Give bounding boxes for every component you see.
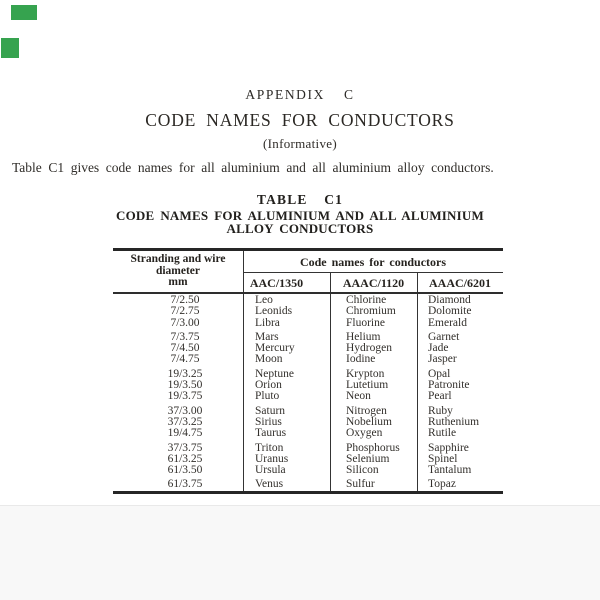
cell-aaac-1120: Hydrogen [346, 342, 392, 355]
cell-stranding-diameter: 7/3.00 [170, 316, 200, 329]
column-subheaders [243, 276, 503, 291]
cell-aac-1350: Venus [255, 478, 284, 491]
cell-aaac-1120: Nobelium [346, 415, 392, 428]
cell-aaac-1120: Chromium [346, 305, 396, 318]
row-group [113, 295, 503, 329]
cell-stranding-diameter: 7/4.50 [170, 342, 200, 355]
page-subtitle: (Informative) [263, 136, 337, 151]
cell-stranding-diameter: 19/3.25 [167, 367, 203, 380]
column-header-aaac-6201: AAAC/6201 [429, 276, 491, 290]
row-group [113, 443, 503, 477]
cell-aaac-6201: Topaz [428, 478, 456, 491]
cell-aaac-1120: Krypton [346, 367, 385, 380]
cell-stranding-diameter: 19/4.75 [167, 427, 203, 440]
page-title: CODE NAMES FOR CONDUCTORS [145, 110, 455, 130]
scan-artifact-mark [1, 38, 19, 58]
cell-aaac-6201: Ruby [428, 404, 453, 417]
table-row [113, 465, 503, 476]
cell-aaac-1120: Lutetium [346, 379, 389, 392]
cell-stranding-diameter: 7/3.75 [170, 330, 200, 343]
column-header-line: mm [168, 276, 188, 288]
cell-aac-1350: Neptune [255, 367, 294, 380]
table-row [113, 428, 503, 439]
row-group [113, 479, 503, 490]
cell-aac-1350: Mars [255, 330, 279, 343]
table-title-line1: CODE NAMES FOR ALUMINIUM AND ALL ALUMINIUM [116, 208, 484, 223]
header-divider [243, 272, 503, 273]
cell-aaac-6201: Dolomite [428, 305, 472, 318]
cell-aac-1350: Sirius [255, 415, 282, 428]
cell-aaac-1120: Silicon [346, 464, 379, 477]
row-group [113, 406, 503, 440]
table-body [113, 292, 503, 491]
cell-aaac-6201: Patronite [428, 379, 470, 392]
cell-aaac-1120: Fluorine [346, 316, 385, 329]
row-group [113, 369, 503, 403]
cell-aac-1350: Uranus [255, 452, 289, 465]
table-row [113, 479, 503, 490]
conductor-code-table [113, 248, 503, 494]
table-label: TABLE C1 [256, 192, 344, 207]
cell-aac-1350: Moon [255, 353, 283, 366]
cell-aaac-6201: Spinel [428, 452, 458, 465]
cell-aac-1350: Taurus [255, 427, 287, 440]
cell-aaac-6201: Ruthenium [428, 415, 480, 428]
cell-aac-1350: Saturn [255, 404, 286, 417]
table-row [113, 391, 503, 402]
cell-aaac-6201: Rutile [428, 427, 457, 440]
cell-stranding-diameter: 37/3.75 [167, 441, 203, 454]
column-header-line: diameter [155, 264, 201, 277]
appendix-heading: APPENDIX C [245, 87, 355, 102]
cell-stranding-diameter: 19/3.50 [167, 379, 203, 392]
cell-stranding-diameter: 61/3.75 [167, 478, 203, 491]
cell-stranding-diameter: 7/4.75 [170, 353, 200, 366]
cell-aaac-1120: Sulfur [346, 478, 375, 491]
cell-aaac-6201: Emerald [428, 316, 467, 329]
cell-aaac-1120: Phosphorus [346, 441, 400, 454]
cell-aac-1350: Leo [255, 294, 273, 306]
cell-aaac-1120: Nitrogen [346, 404, 387, 417]
cell-stranding-diameter: 7/2.50 [170, 294, 200, 306]
table-row [113, 306, 503, 317]
intro-paragraph: Table C1 gives code names for all aluminium and all aluminium alloy conductors. [12, 160, 494, 175]
column-header-aaac-1120: AAAC/1120 [342, 276, 405, 290]
cell-aaac-6201: Sapphire [428, 441, 469, 454]
cell-stranding-diameter: 61/3.50 [167, 464, 203, 477]
cell-aaac-6201: Pearl [428, 390, 452, 403]
column-header-stranding [113, 254, 243, 289]
cell-aac-1350: Orion [255, 379, 282, 392]
column-header-aac-1350: AAC/1350 [249, 276, 304, 290]
scan-artifact-mark [11, 5, 37, 20]
cell-stranding-diameter: 61/3.25 [167, 452, 203, 465]
cell-aaac-1120: Selenium [346, 452, 390, 465]
table-title-line2: ALLOY CONDUCTORS [226, 221, 374, 236]
cell-aac-1350: Libra [255, 316, 280, 329]
cell-stranding-diameter: 37/3.00 [167, 404, 203, 417]
cell-aac-1350: Triton [255, 441, 284, 454]
column-header-line: Stranding and wire [130, 253, 226, 265]
cell-aac-1350: Ursula [255, 464, 286, 477]
span-header-code-names: Code names for conductors [299, 255, 447, 269]
cell-stranding-diameter: 19/3.75 [167, 390, 203, 403]
row-group [113, 332, 503, 366]
table-row [113, 354, 503, 365]
cell-aac-1350: Mercury [255, 342, 295, 355]
cell-aaac-6201: Tantalum [428, 464, 472, 477]
cell-aaac-1120: Iodine [346, 353, 376, 366]
cell-stranding-diameter: 37/3.25 [167, 415, 203, 428]
cell-aaac-6201: Opal [428, 367, 451, 380]
cell-aaac-1120: Oxygen [346, 427, 383, 440]
cell-aaac-1120: Chlorine [346, 294, 387, 306]
cell-aac-1350: Leonids [255, 305, 293, 318]
cell-aaac-1120: Helium [346, 330, 381, 343]
cell-aaac-6201: Jade [428, 342, 449, 355]
cell-aaac-6201: Diamond [428, 294, 471, 306]
cell-aaac-6201: Jasper [428, 353, 457, 366]
page-edge-shadow [0, 505, 600, 600]
cell-aaac-6201: Garnet [428, 330, 460, 343]
cell-stranding-diameter: 7/2.75 [170, 305, 200, 318]
table-row [113, 318, 503, 329]
cell-aac-1350: Pluto [255, 390, 280, 403]
cell-aaac-1120: Neon [346, 390, 371, 403]
